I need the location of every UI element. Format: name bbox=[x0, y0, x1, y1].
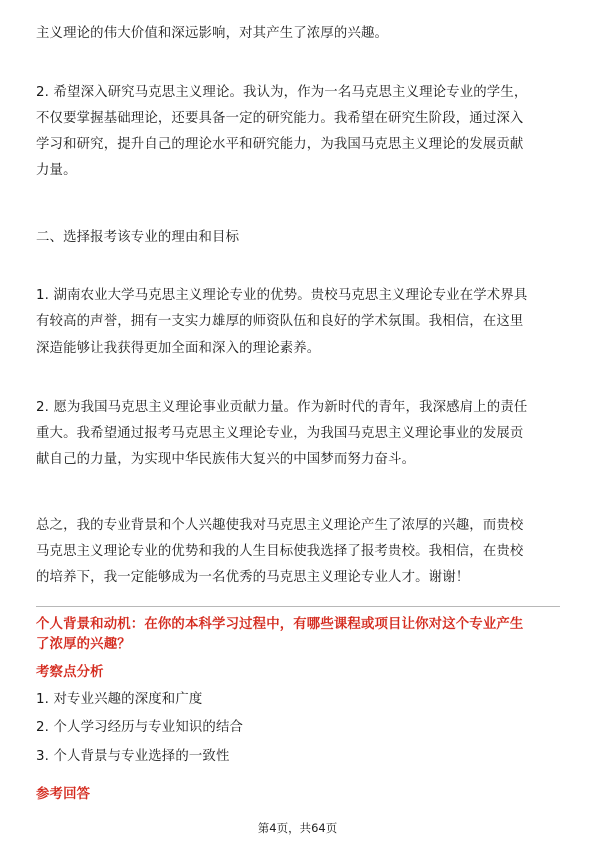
point2-line-4: 力量。 bbox=[36, 163, 77, 178]
page-number-footer: 第4页，共64页 bbox=[257, 821, 338, 835]
question-line-2: 了浓厚的兴趣？ bbox=[36, 637, 131, 652]
section2-heading: 二、选择报考该专业的理由和目标 bbox=[36, 230, 240, 245]
question-line-1: 个人背景和动机：在你的本科学习过程中，有哪些课程或项目让你对这个专业产生 bbox=[36, 617, 524, 632]
point2-line-1: 2. 希望深入研究马克思主义理论。我认为，作为一名马克思主义理论专业的学生， bbox=[36, 85, 528, 100]
analysis-item-3: 3. 个人背景与专业选择的一致性 bbox=[36, 749, 230, 764]
reason2-line-2: 重大。我希望通过报考马克思主义理论专业，为我国马克思主义理论事业的发展贡 bbox=[36, 426, 524, 441]
analysis-item-2: 2. 个人学习经历与专业知识的结合 bbox=[36, 720, 244, 735]
conclusion-line-1: 总之，我的专业背景和个人兴趣使我对马克思主义理论产生了浓厚的兴趣，而贵校 bbox=[36, 518, 524, 533]
reason1-line-2: 有较高的声誉，拥有一支实力雄厚的师资队伍和良好的学术氛围。我相信，在这里 bbox=[36, 314, 524, 329]
conclusion-line-2: 马克思主义理论专业的优势和我的人生目标使我选择了报考贵校。我相信，在贵校 bbox=[36, 544, 524, 559]
reason2-line-1: 2. 愿为我国马克思主义理论事业贡献力量。作为新时代的青年，我深感肩上的责任 bbox=[36, 400, 528, 415]
intro-tail-text: 主义理论的伟大价值和深远影响，对其产生了浓厚的兴趣。 bbox=[36, 26, 389, 41]
analysis-item-1: 1. 对专业兴趣的深度和广度 bbox=[36, 692, 203, 707]
reason1-line-1: 1. 湖南农业大学马克思主义理论专业的优势。贵校马克思主义理论专业在学术界具 bbox=[36, 288, 528, 303]
conclusion-line-3: 的培养下，我一定能够成为一名优秀的马克思主义理论专业人才。谢谢！ bbox=[36, 570, 470, 585]
reason2-line-3: 献自己的力量，为实现中华民族伟大复兴的中国梦而努力奋斗。 bbox=[36, 452, 416, 467]
point2-line-3: 学习和研究，提升自己的理论水平和研究能力，为我国马克思主义理论的发展贡献 bbox=[36, 137, 524, 152]
reason1-line-3: 深造能够让我获得更加全面和深入的理论素养。 bbox=[36, 341, 321, 356]
analysis-heading: 考察点分析 bbox=[36, 665, 104, 680]
point2-line-2: 不仅要掌握基础理论，还要具备一定的研究能力。我希望在研究生阶段，通过深入 bbox=[36, 111, 524, 126]
section-divider bbox=[36, 606, 560, 607]
answer-heading: 参考回答 bbox=[36, 787, 91, 802]
